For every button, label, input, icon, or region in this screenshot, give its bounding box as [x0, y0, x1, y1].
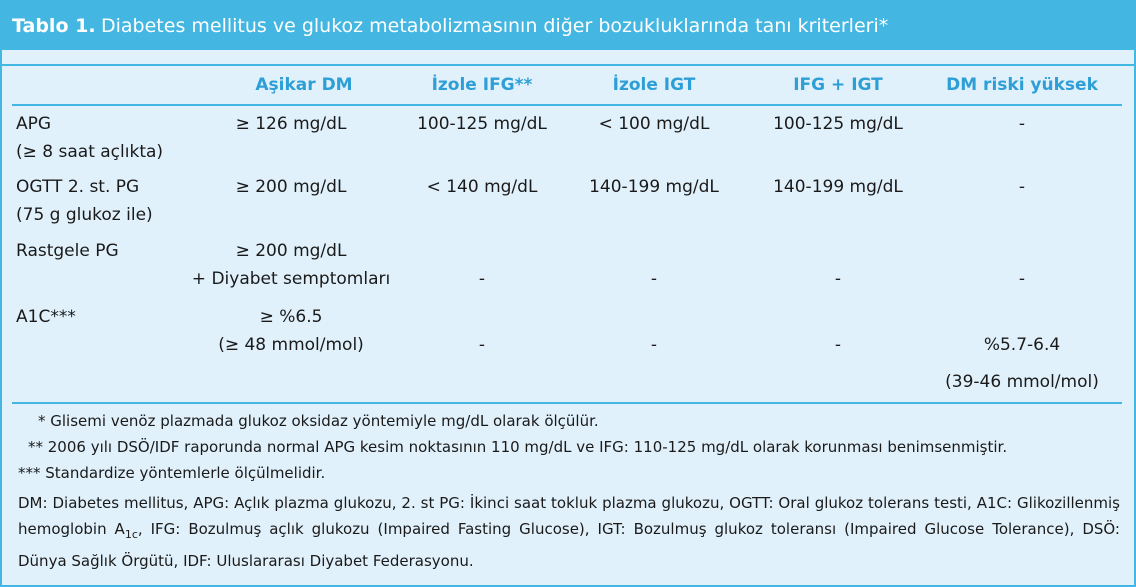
abbreviations-text-1: DM: Diabetes mellitus, APG: Açlık plazma glukozu, 2. st PG: İkinci saat tokluk plazma glukozu, OGTT: Oral glukoz tolerans testi, A1C: Glikozillenmiş hemoglobin A: [18, 494, 1120, 538]
abbreviations-subscript: 1c: [124, 528, 138, 541]
row-label: Rastgele PG: [16, 241, 119, 261]
header-rule: [12, 104, 1122, 106]
cell-risk: -: [1018, 177, 1026, 197]
row-label: A1C***: [16, 307, 76, 327]
cell-asikar-sub: + Diyabet semptomları: [191, 269, 391, 289]
table-title: Diabetes mellitus ve glukoz metabolizmasının diğer bozukluklarında tanı kriterleri*: [101, 15, 889, 37]
cell-ifg-igt: 100-125 mg/dL: [773, 114, 903, 134]
footnote-3: *** Standardize yöntemlerle ölçülmelidir.: [18, 464, 326, 482]
row-label-sub: (75 g glukoz ile): [16, 205, 153, 225]
cell-asikar: ≥ 126 mg/dL: [235, 114, 347, 134]
cell-ifg-igt: 140-199 mg/dL: [773, 177, 903, 197]
header-izole-igt: İzole IGT: [612, 75, 696, 95]
cell-izole-ifg: < 140 mg/dL: [426, 177, 538, 197]
row-label-sub: (≥ 8 saat açlıkta): [16, 142, 164, 162]
cell-asikar-sub: (≥ 48 mmol/mol): [218, 335, 364, 355]
header-asikar-dm: Aşikar DM: [255, 75, 353, 95]
footnote-2: ** 2006 yılı DSÖ/IDF raporunda normal APG kesim noktasının 110 mg/dL ve IFG: 110-125 mg/dL olarak korunması benimsenmiştir.: [28, 438, 1008, 456]
cell-risk: -: [1018, 269, 1026, 289]
cell-asikar: ≥ %6.5: [259, 307, 323, 327]
footnote-rule: [12, 402, 1122, 404]
table-number: Tablo 1.: [12, 15, 96, 37]
cell-izole-ifg: -: [478, 335, 486, 355]
row-label: APG: [16, 114, 52, 134]
abbreviations-text-2: , IFG: Bozulmuş açlık glukozu (Impaired Fasting Glucose), IGT: Bozulmuş glukoz toleransı (Impaired Glucose Tolerance), DSÖ: Dünya Sağlık Örgütü, IDF: Uluslararası Diyabet Federasyonu.: [18, 520, 1120, 570]
header-dm-riski: DM riski yüksek: [946, 75, 1098, 95]
cell-risk: -: [1018, 114, 1026, 134]
cell-risk-sub: (39-46 mmol/mol): [945, 372, 1099, 392]
cell-izole-ifg: -: [478, 269, 486, 289]
cell-asikar: ≥ 200 mg/dL: [235, 241, 347, 261]
header-izole-ifg: İzole IFG**: [431, 75, 533, 95]
cell-asikar: ≥ 200 mg/dL: [235, 177, 347, 197]
cell-izole-igt: -: [650, 269, 658, 289]
abbreviations-paragraph: [18, 490, 1120, 574]
cell-izole-igt: 140-199 mg/dL: [589, 177, 719, 197]
cell-ifg-igt: -: [834, 269, 842, 289]
cell-izole-igt: -: [650, 335, 658, 355]
header-ifg-igt: IFG + IGT: [793, 75, 883, 95]
table-title-bar: [2, 2, 1134, 50]
top-rule: [2, 64, 1134, 66]
row-label: OGTT 2. st. PG: [16, 177, 140, 197]
cell-risk: %5.7-6.4: [983, 335, 1061, 355]
footnote-1: * Glisemi venöz plazmada glukoz oksidaz yöntemiyle mg/dL olarak ölçülür.: [38, 412, 599, 430]
cell-izole-ifg: 100-125 mg/dL: [417, 114, 547, 134]
cell-izole-igt: < 100 mg/dL: [598, 114, 710, 134]
cell-ifg-igt: -: [834, 335, 842, 355]
